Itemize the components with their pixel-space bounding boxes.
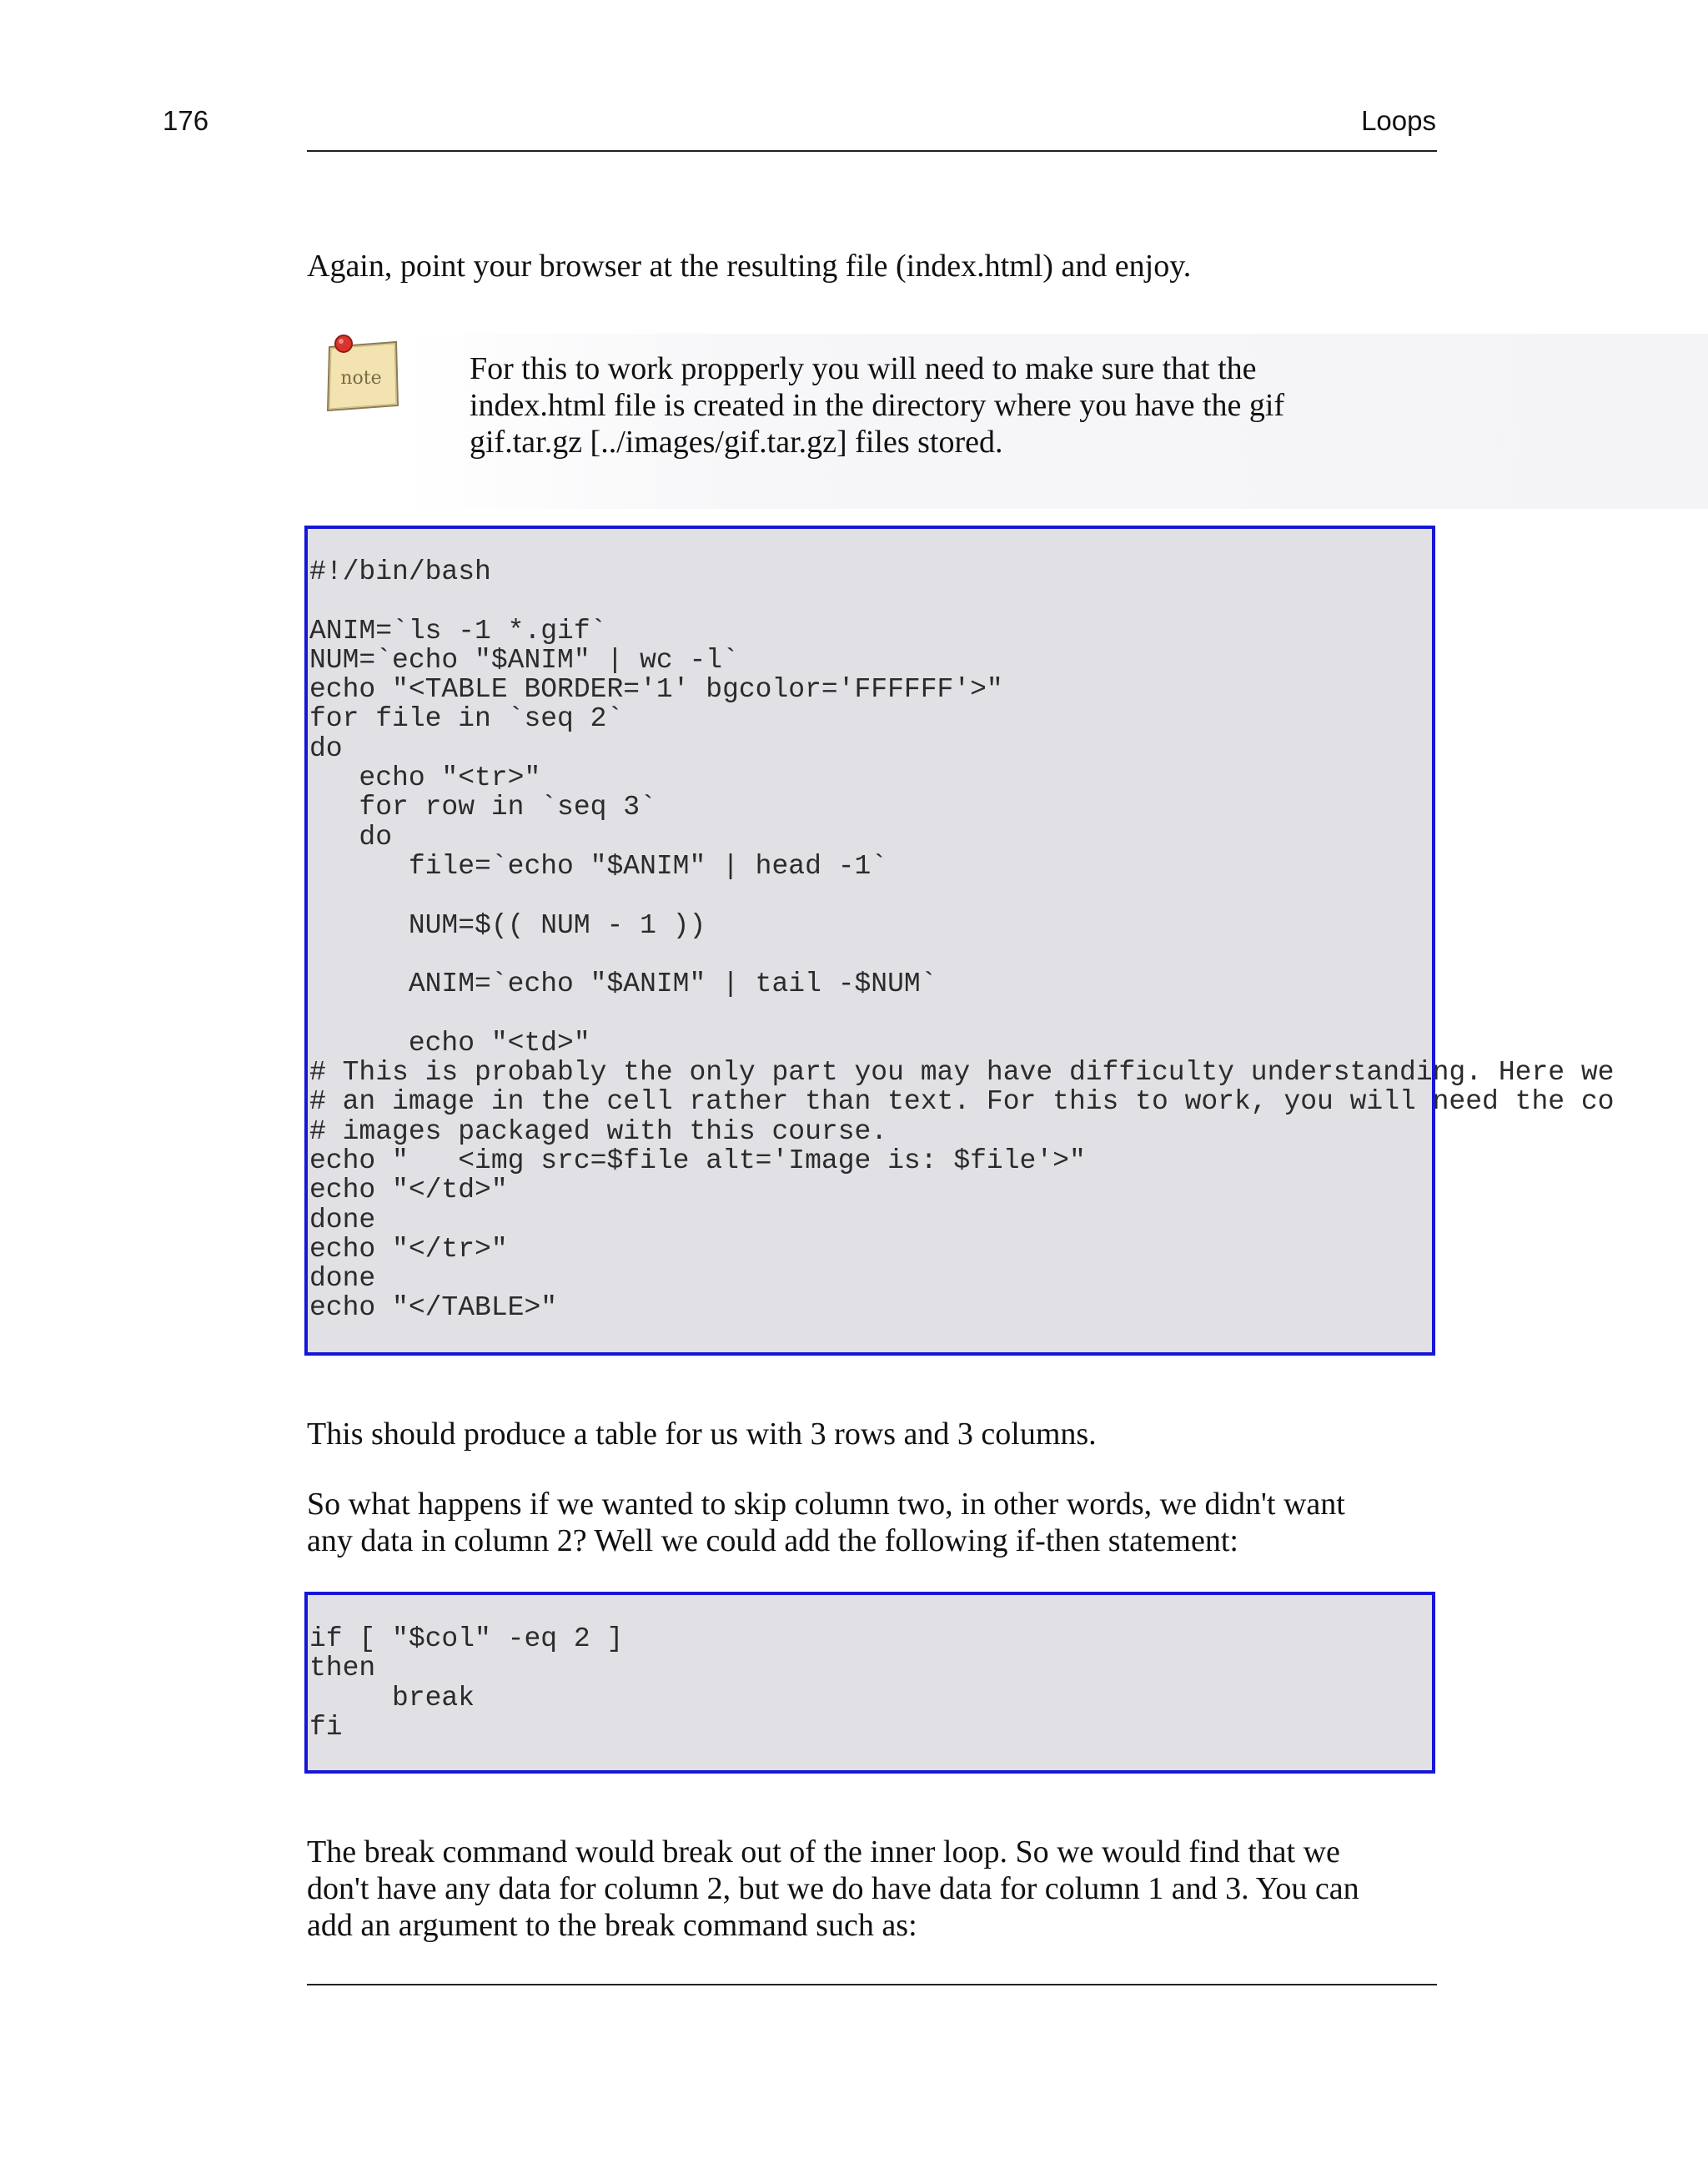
code-block-script [304, 526, 1615, 1356]
section-title: Loops [1361, 105, 1436, 136]
note-text: For this to work propperly you will need to make sure that the index.html file is created in the directory where you have the gif gif.tar.gz [../images/gif.tar.gz] files stored. [470, 351, 1285, 460]
svg-text:note: note [340, 368, 382, 389]
page-number: 176 [163, 105, 209, 136]
code-if-then-text: if [ "$col" -eq 2 ] then break fi [309, 1623, 624, 1743]
code-script-text: #!/bin/bash ANIM=`ls -1 *.gif` NUM=`echo "$ANIM" | wc -l` echo "<TABLE BORDER='1' bgcolor='FFFFFF'>" for file in `seq 2` do echo "<tr>" for row in `seq 3` do file=`echo "$ANIM" | head -1` NUM=$(( NUM - 1 )) ANIM=`echo "$ANIM" | tail -$NUM` echo "<td>" # This is probably the only part you may have difficulty understanding. Here we # an image in the cell rather than text. For this to work, you will need the co # images packaged with this course. echo " <img src=$file alt='Image is: $file'>" echo "</td>" done echo "</tr>" done echo "</TABLE>" [309, 556, 1615, 1324]
footer-rule [307, 1984, 1437, 1985]
intro-paragraph: Again, point your browser at the resulting file (index.html) and enjoy. [307, 249, 1192, 284]
paragraph-skip-column: So what happens if we wanted to skip column two, in other words, we didn't want any data in column 2? Well we could add the following if-then statement: [307, 1487, 1345, 1558]
note-icon [321, 332, 404, 415]
header-rule [307, 150, 1437, 152]
paragraph-break-command: The break command would break out of the inner loop. So we would find that we don't have any data for column 2, but we do have data for column 1 and 3. You can add an argument to the break command such as: [307, 1834, 1359, 1943]
code-block-if-then [304, 1592, 1435, 1774]
paragraph-table-result: This should produce a table for us with 3 rows and 3 columns. [307, 1417, 1097, 1452]
